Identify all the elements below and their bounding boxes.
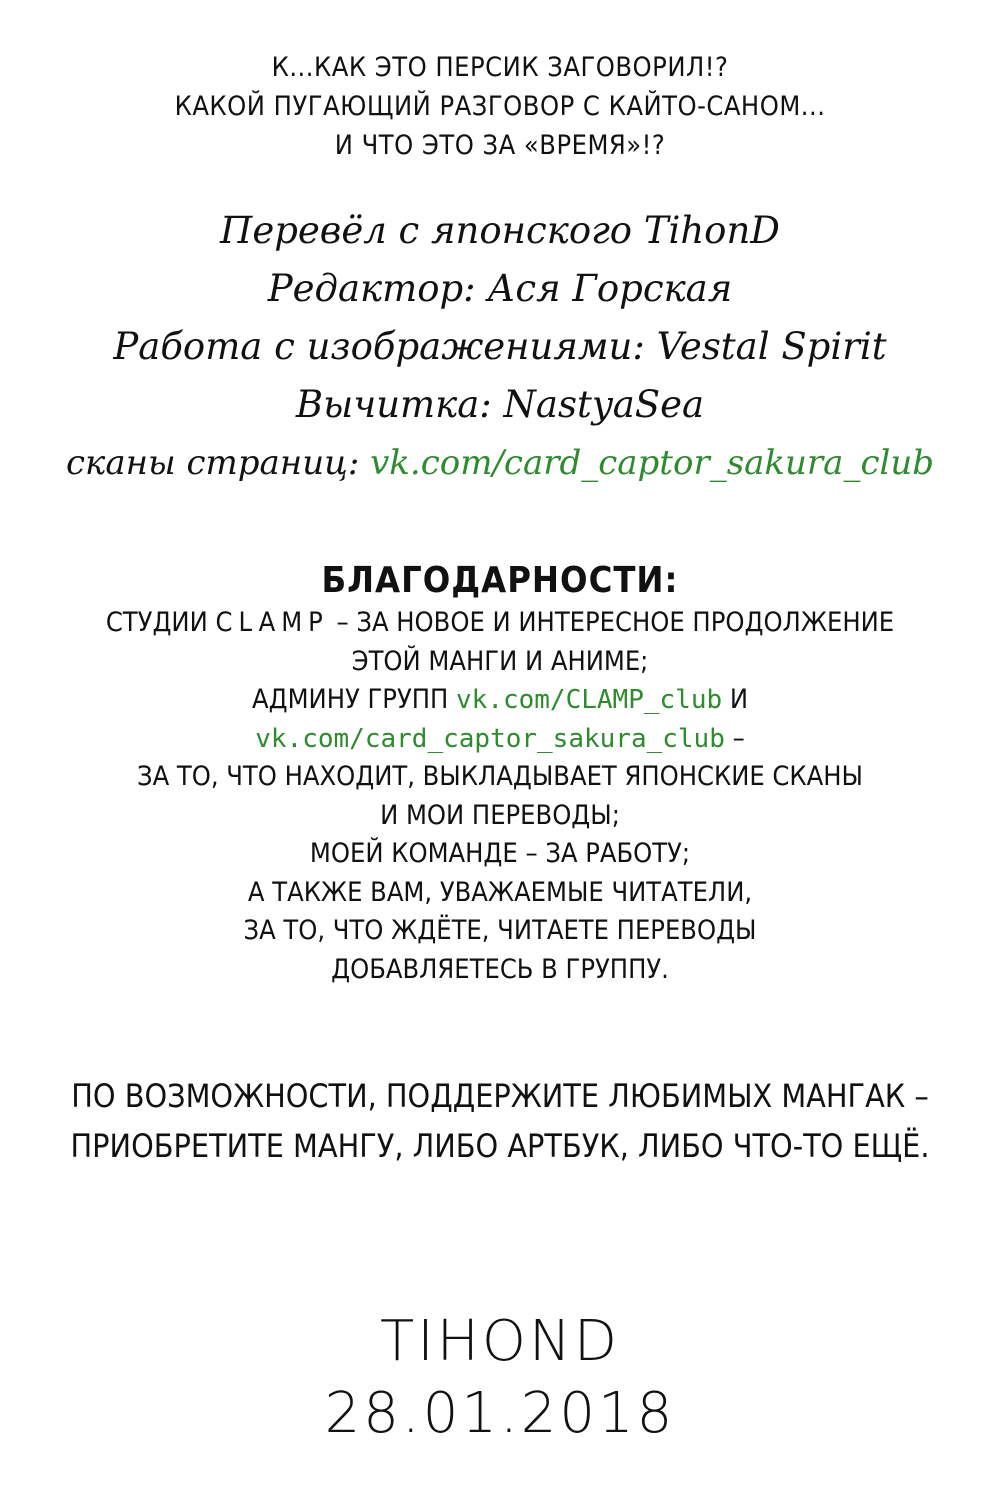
support-line: ПРИОБРЕТИТЕ МАНГУ, ЛИБО АРТБУК, ЛИБО ЧТО-ТО ЕЩЁ. <box>70 1127 930 1165</box>
thanks-line: МОЕЙ КОМАНДЕ – ЗА РАБОТУ; <box>309 838 691 869</box>
thanks-line: ЗА ТО, ЧТО ЖДЁТЕ, ЧИТАЕТЕ ПЕРЕВОДЫ <box>243 915 757 946</box>
thanks-line: ЭТОЙ МАНГИ И АНИМЕ; <box>351 645 649 677</box>
thanks-admin-line-2 <box>0 720 1000 759</box>
admin-and: И <box>722 684 749 715</box>
editor-credit: Редактор: Ася Горская <box>267 267 733 310</box>
signature <box>0 1306 1000 1450</box>
scans-credit <box>0 434 1000 492</box>
proofreading-credit: Вычитка: NastyaSea <box>295 383 705 426</box>
thanks-line: ЗА ТО, ЧТО НАХОДИТ, ВЫКЛАДЫВАЕТ ЯПОНСКИЕ СКАНЫ <box>137 761 863 792</box>
signature-name: TIHOND <box>380 1309 620 1374</box>
studio-suffix: – ЗА НОВОЕ И ИНТЕРЕСНОЕ ПРОДОЛЖЕНИЕ <box>328 607 895 638</box>
signature-date: 28.01.2018 <box>324 1381 676 1446</box>
studio-name: CLAMP <box>215 607 329 638</box>
support-line: ПО ВОЗМОЖНОСТИ, ПОДДЕРЖИТЕ ЛЮБИМЫХ МАНГАК – <box>71 1077 929 1115</box>
images-credit: Работа с изображениями: Vestal Spirit <box>113 325 887 368</box>
clamp-club-link[interactable]: vk.com/CLAMP_club <box>456 685 723 715</box>
intro-text <box>0 48 1000 165</box>
thanks-line: ДОБАВЛЯЕТЕСЬ В ГРУППУ. <box>331 953 669 985</box>
admin-prefix: АДМИНУ ГРУПП <box>251 684 457 715</box>
support-note <box>0 1071 1000 1171</box>
thanks-title: БЛАГОДАРНОСТИ: <box>321 560 679 601</box>
intro-line: И ЧТО ЭТО ЗА «ВРЕМЯ»!? <box>334 130 666 161</box>
admin-dash: – <box>724 722 745 754</box>
intro-line: КАКОЙ ПУГАЮЩИЙ РАЗГОВОР С КАЙТО-САНОМ... <box>174 91 826 122</box>
credits-list <box>0 202 1000 492</box>
thanks-admin-line <box>0 681 1000 720</box>
sakura-club-link[interactable]: vk.com/card_captor_sakura_club <box>255 723 725 754</box>
thanks-line: А ТАКЖЕ ВАМ, УВАЖАЕМЫЕ ЧИТАТЕЛИ, <box>247 876 753 908</box>
thanks-section <box>0 558 1000 989</box>
studio-prefix: СТУДИИ <box>105 607 216 638</box>
thanks-line: И МОИ ПЕРЕВОДЫ; <box>380 799 620 831</box>
scans-label: сканы страниц: <box>65 443 371 483</box>
thanks-studio-line <box>0 604 1000 643</box>
translator-credit: Перевёл с японского TihonD <box>220 209 780 252</box>
intro-line: К...КАК ЭТО ПЕРСИК ЗАГОВОРИЛ!? <box>271 52 729 83</box>
thanks-body <box>0 604 1000 989</box>
scans-link[interactable]: vk.com/card_captor_sakura_club <box>370 443 935 483</box>
